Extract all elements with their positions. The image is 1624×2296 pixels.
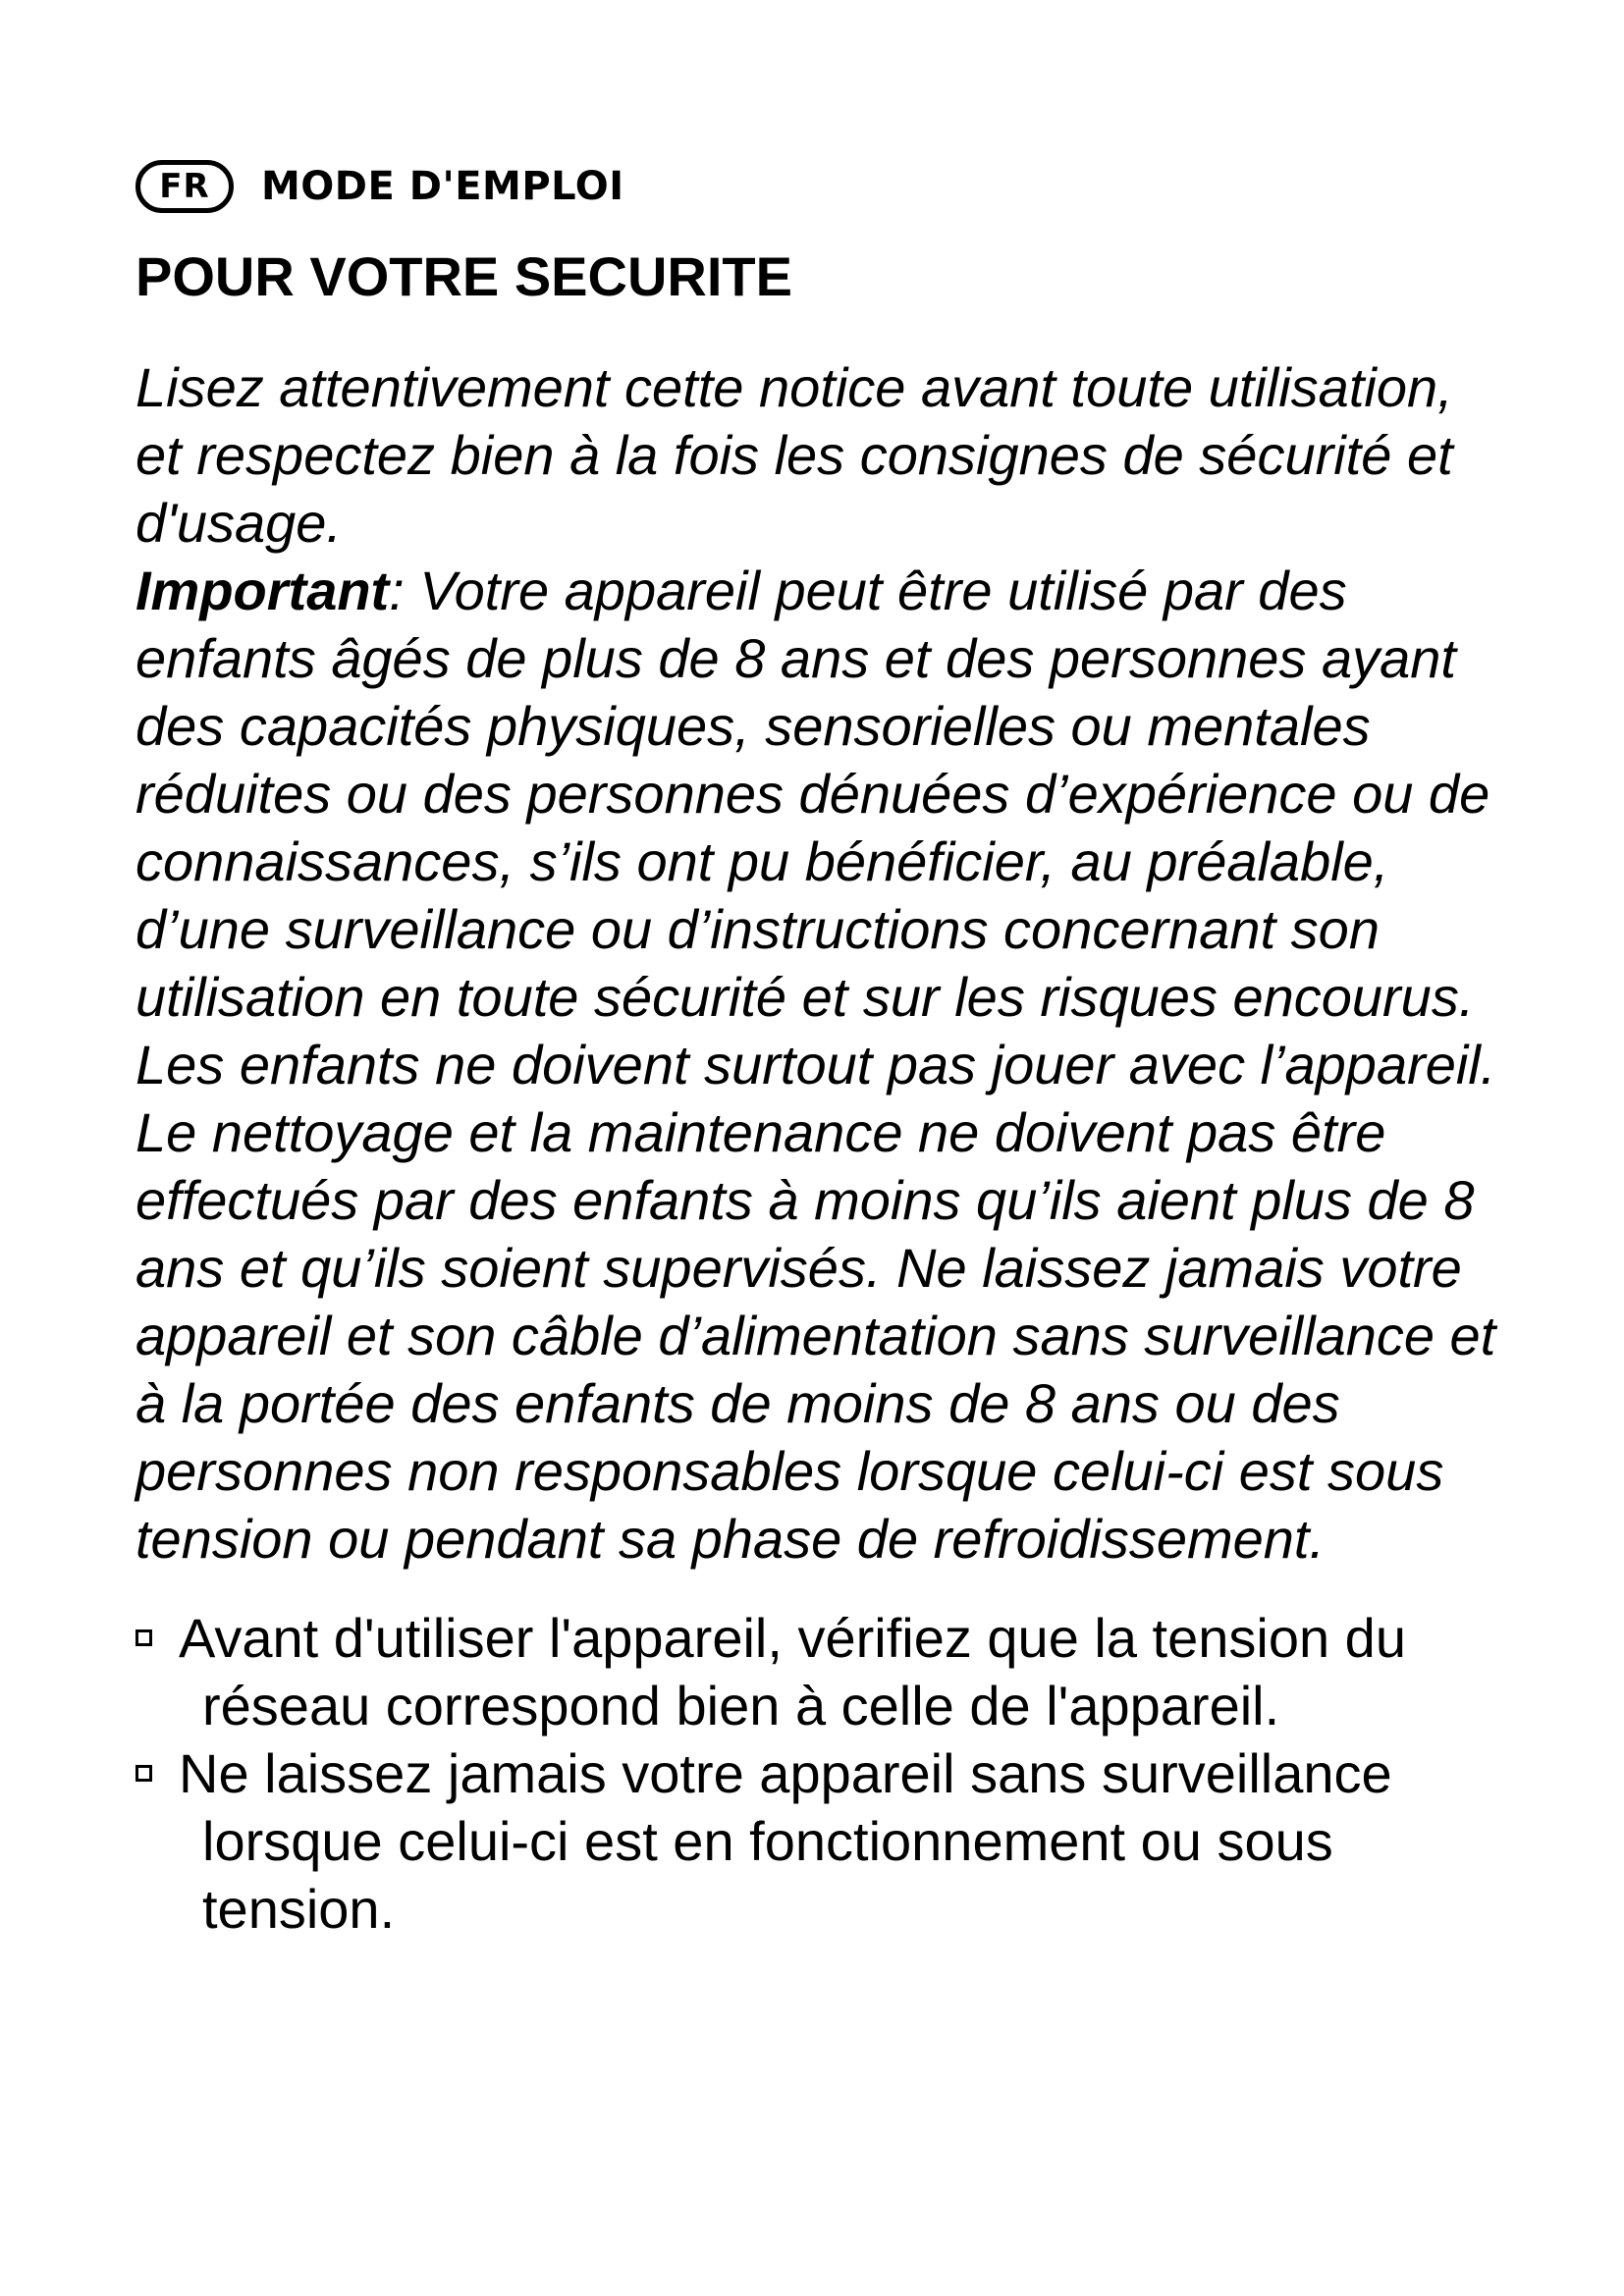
header-title: MODE D'EMPLOI: [261, 164, 624, 209]
list-item: [135, 1739, 1510, 1943]
intro-paragraph: Lisez attentivement cette notice avant toute utilisation, et respectez bien à la fois les consignes de sécurité et d'usage.: [135, 356, 1453, 554]
important-paragraph: [135, 557, 1510, 1573]
important-label: Important: [135, 560, 390, 621]
safety-intro: [135, 353, 1510, 1573]
bullet-text: Ne laissez jamais votre appareil sans surveillance lorsque celui-ci est en fonctionnement ou sous tension.: [179, 1742, 1392, 1940]
important-text: : Votre appareil peut être utilisé par des enfants âgés de plus de 8 ans et des personnes ayant des capacités physiques, sensorielles ou mentales réduites ou des personnes dénuées d’expérience ou de connaissances, s’ils ont pu bénéficier, au préalable, d’une surveillance ou d’instructions concernant son utilisation en toute sécurité et sur les risques encourus. Les enfants ne doivent surtout pas jouer avec l’appareil. Le nettoyage et la maintenance ne doivent pas être effectués par des enfants à moins qu’ils aient plus de 8 ans et qu’ils soient supervisés. Ne laissez jamais votre appareil et son câble d’alimentation sans surveillance et à la portée des enfants de moins de 8 ans ou des personnes non responsables lorsque celui-ci est sous tension ou pendant sa phase de refroidissement.: [135, 560, 1496, 1570]
language-badge: FR: [135, 160, 234, 213]
instruction-page: [135, 157, 1510, 1943]
list-item: [135, 1604, 1510, 1739]
language-header: [135, 157, 1510, 216]
safety-bullet-list: [135, 1604, 1510, 1943]
bullet-text: Avant d'utiliser l'appareil, vérifiez que la tension du réseau correspond bien à celle de l'appareil.: [179, 1607, 1406, 1736]
checkbox-square-icon: [135, 1629, 152, 1646]
section-title: POUR VOTRE SECURITE: [135, 245, 792, 307]
checkbox-square-icon: [135, 1765, 152, 1782]
